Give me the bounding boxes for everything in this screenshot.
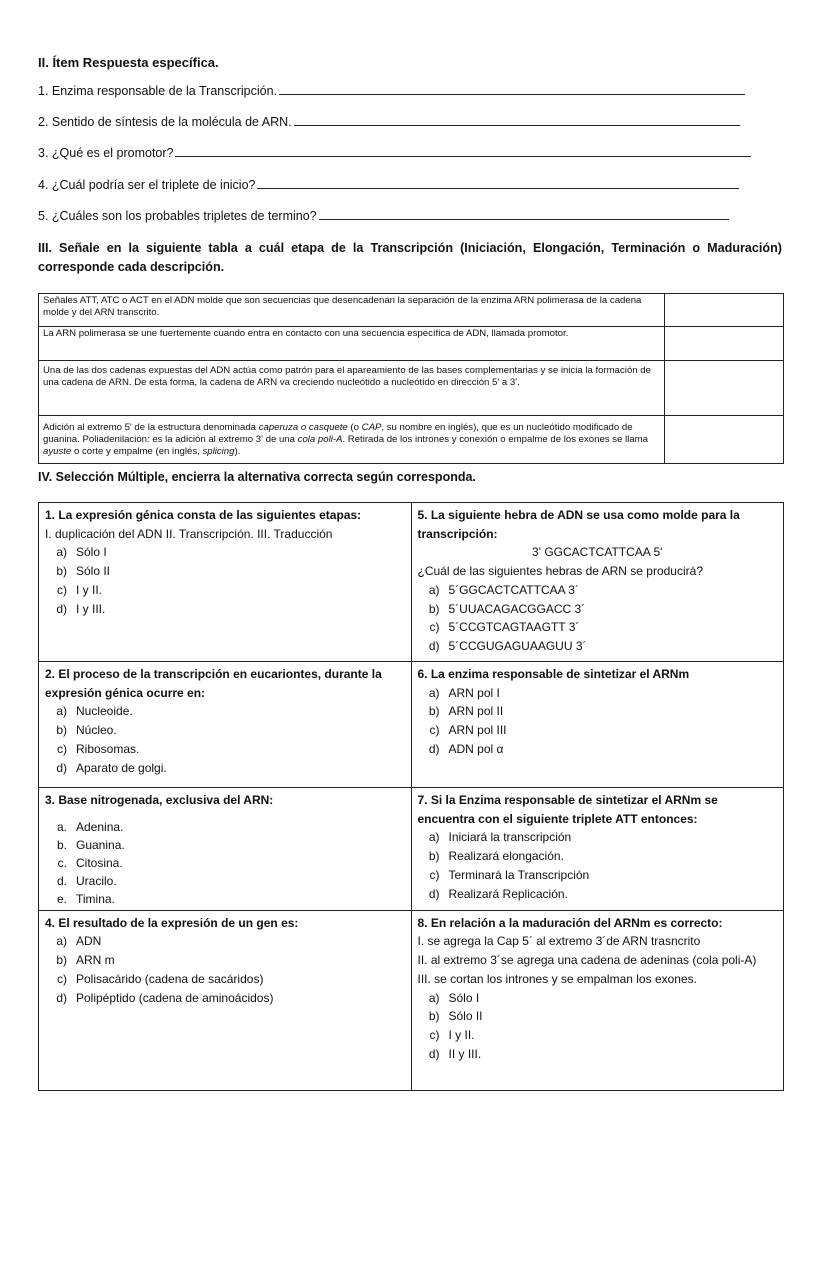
description-cell: Señales ATT, ATC o ACT en el ADN molde que son secuencias que desencadenan la separación de la enzima ARN polimerasa de la cadena molde y del ARN transcrito.	[39, 294, 665, 327]
question-line-4	[38, 178, 739, 192]
option-item[interactable]: d. Uracilo.	[56, 873, 117, 888]
question-3-options	[45, 818, 405, 908]
question-4-title: 4. El resultado de la expresión de un gen es:	[45, 915, 299, 930]
table-row	[39, 327, 784, 361]
option-item[interactable]: e. Timina.	[56, 891, 115, 906]
option-item[interactable]: d) 5´CCGUGAGUAAGUU 3´	[428, 638, 587, 653]
answer-blank[interactable]	[257, 187, 739, 189]
question-1-cell	[39, 503, 412, 662]
description-cell: Una de las dos cadenas expuestas del ADN actúa como patrón para el apareamiento de las bases complementarias y se inicia la formación de una cadena de ARN. De esta forma, la cadena de ARN va creciendo nucleótido a nucleótido en dirección 5’ a 3’.	[39, 361, 665, 416]
question-8-options	[418, 989, 778, 1064]
option-item[interactable]: d) Realizará Replicación.	[428, 886, 568, 901]
question-text: 5. ¿Cuáles son los probables tripletes de termino?	[38, 209, 317, 223]
question-6-options	[418, 684, 778, 759]
table-row	[39, 662, 784, 788]
option-item[interactable]: a) Nucleoide.	[56, 704, 133, 719]
question-8-title: 8. En relación a la maduración del ARNm es correcto:	[417, 915, 723, 930]
option-item[interactable]: c) Polisacárido (cadena de sacáridos)	[57, 971, 264, 986]
option-item[interactable]: b) Núcleo.	[56, 723, 117, 738]
question-1-title: 1. La expresión génica consta de las siguientes etapas:	[45, 508, 362, 522]
question-2-cell	[39, 662, 412, 788]
spacer	[45, 810, 405, 818]
option-item[interactable]: a) Sólo I	[428, 990, 480, 1005]
answer-blank[interactable]	[294, 124, 740, 126]
option-item[interactable]: b) Sólo II	[428, 1009, 483, 1024]
question-6-title: 6. La enzima responsable de sintetizar el ARNm	[417, 667, 690, 681]
answer-blank[interactable]	[279, 93, 745, 95]
question-text: 4. ¿Cuál podría ser el triplete de inicio?	[38, 178, 256, 192]
question-line-3	[38, 146, 751, 160]
question-text: 1. Enzima responsable de la Transcripción.	[38, 84, 278, 98]
option-item[interactable]: b) 5´UUACAGACGGACC 3´	[428, 601, 586, 616]
question-5-sequence: 3' GGCACTCATTCAA 5'	[532, 545, 663, 560]
question-5-title: 5. La siguiente hebra de ADN se usa como molde para la transcripción:	[417, 508, 740, 541]
option-item[interactable]: b. Guanina.	[56, 837, 125, 852]
option-item[interactable]: d) Polipéptido (cadena de aminoácidos)	[56, 990, 274, 1005]
question-8-statement: III. se cortan los intrones y se empalman los exones.	[417, 971, 697, 986]
question-4-cell	[39, 910, 412, 1090]
question-7-cell	[411, 788, 784, 911]
option-item[interactable]: a. Adenina.	[56, 819, 124, 834]
table-row	[39, 294, 784, 327]
table-row	[39, 361, 784, 416]
option-item[interactable]: c) Ribosomas.	[57, 741, 140, 756]
answer-cell[interactable]	[665, 416, 784, 464]
option-item[interactable]: d) Aparato de golgi.	[56, 760, 167, 775]
question-2-title: 2. El proceso de la transcripción en eucariontes, durante la expresión génica ocurre en:	[45, 667, 382, 700]
section-4-heading: IV. Selección Múltiple, encierra la alternativa correcta según corresponda.	[38, 470, 476, 484]
answer-cell[interactable]	[665, 327, 784, 361]
option-item[interactable]: b) ARN m	[56, 953, 115, 968]
question-8-statement: I. se agrega la Cap 5´ al extremo 3´de ARN trasncrito	[417, 934, 701, 949]
question-5-prompt: ¿Cuál de las siguientes hebras de ARN se producirá?	[417, 564, 703, 579]
question-text: 3. ¿Qué es el promotor?	[38, 146, 174, 160]
answer-blank[interactable]	[175, 155, 751, 157]
option-item[interactable]: b) Realizará elongación.	[428, 849, 564, 864]
option-item[interactable]: a) ARN pol I	[428, 685, 500, 700]
section-3-heading: III. Señale en la siguiente tabla a cuál etapa de la Transcripción (Iniciación, Elongación, Terminación o Maduración) corresponde cada descripción.	[38, 241, 782, 274]
option-item[interactable]: a) Sólo I	[56, 545, 107, 560]
table-row	[39, 788, 784, 911]
question-5-options	[418, 581, 778, 656]
question-3-title: 3. Base nitrogenada, exclusiva del ARN:	[45, 793, 274, 807]
question-2-options	[45, 702, 405, 777]
description-text: Adición al extremo 5' de la estructura denominada caperuza o casquete (o CAP, su nombre en inglés), que es un nucleótido modificado de guanina. Poliadenilación: es la adición al extremo 3' de una cola poli-A. Retirada de los intrones y conexión o empalme de los exones se llama ayuste o corte y empalme (en inglés, splicing).	[43, 422, 649, 457]
option-item[interactable]: a) ADN	[56, 934, 102, 949]
question-1-subtitle: I. duplicación del ADN II. Transcripción. III. Traducción	[45, 526, 333, 541]
answer-blank[interactable]	[319, 218, 729, 220]
option-item[interactable]: a) 5´GGCACTCATTCAA 3´	[428, 582, 579, 597]
question-line-1	[38, 84, 745, 98]
answer-cell[interactable]	[665, 294, 784, 327]
option-item[interactable]: a) Iniciará la transcripción	[428, 830, 572, 845]
question-4-options	[45, 932, 405, 1007]
option-item[interactable]: d) ADN pol α	[428, 741, 504, 756]
table-row	[39, 416, 784, 464]
question-8-cell	[411, 910, 784, 1090]
description-cell: La ARN polimerasa se une fuertemente cuando entra en contacto con una secuencia específica de ADN, llamada promotor.	[39, 327, 665, 361]
table-row	[39, 503, 784, 662]
question-8-statement: II. al extremo 3´se agrega una cadena de adeninas (cola poli-A)	[417, 953, 757, 968]
option-item[interactable]: c) ARN pol III	[429, 723, 507, 738]
option-item[interactable]: d) I y III.	[56, 601, 106, 616]
question-line-2	[38, 115, 740, 129]
question-7-options	[418, 828, 778, 903]
stage-table	[38, 293, 784, 464]
question-7-title: 7. Si la Enzima responsable de sintetizar el ARNm se encuentra con el siguiente triplete ATT entonces:	[417, 793, 718, 826]
answer-cell[interactable]	[665, 361, 784, 416]
table-row	[39, 910, 784, 1090]
question-text: 2. Sentido de síntesis de la molécula de ARN.	[38, 115, 292, 129]
section-2-heading: II. Ítem Respuesta específica.	[38, 55, 219, 70]
option-item[interactable]: c. Citosina.	[57, 855, 123, 870]
question-6-cell	[411, 662, 784, 788]
option-item[interactable]: c) I y II.	[429, 1027, 475, 1042]
option-item[interactable]: c) I y II.	[57, 582, 103, 597]
option-item[interactable]: c) 5´CCGTCAGTAAGTT 3´	[429, 620, 580, 635]
question-line-5	[38, 209, 729, 223]
option-item[interactable]: c) Terminará la Transcripción	[429, 867, 590, 882]
question-3-cell	[39, 788, 412, 911]
option-item[interactable]: b) ARN pol II	[428, 704, 504, 719]
question-1-options	[45, 543, 405, 618]
description-cell	[39, 416, 665, 464]
option-item[interactable]: d) II y III.	[428, 1046, 482, 1061]
option-item[interactable]: b) Sólo II	[56, 564, 111, 579]
question-5-cell	[411, 503, 784, 662]
multiple-choice-table	[38, 502, 784, 1091]
